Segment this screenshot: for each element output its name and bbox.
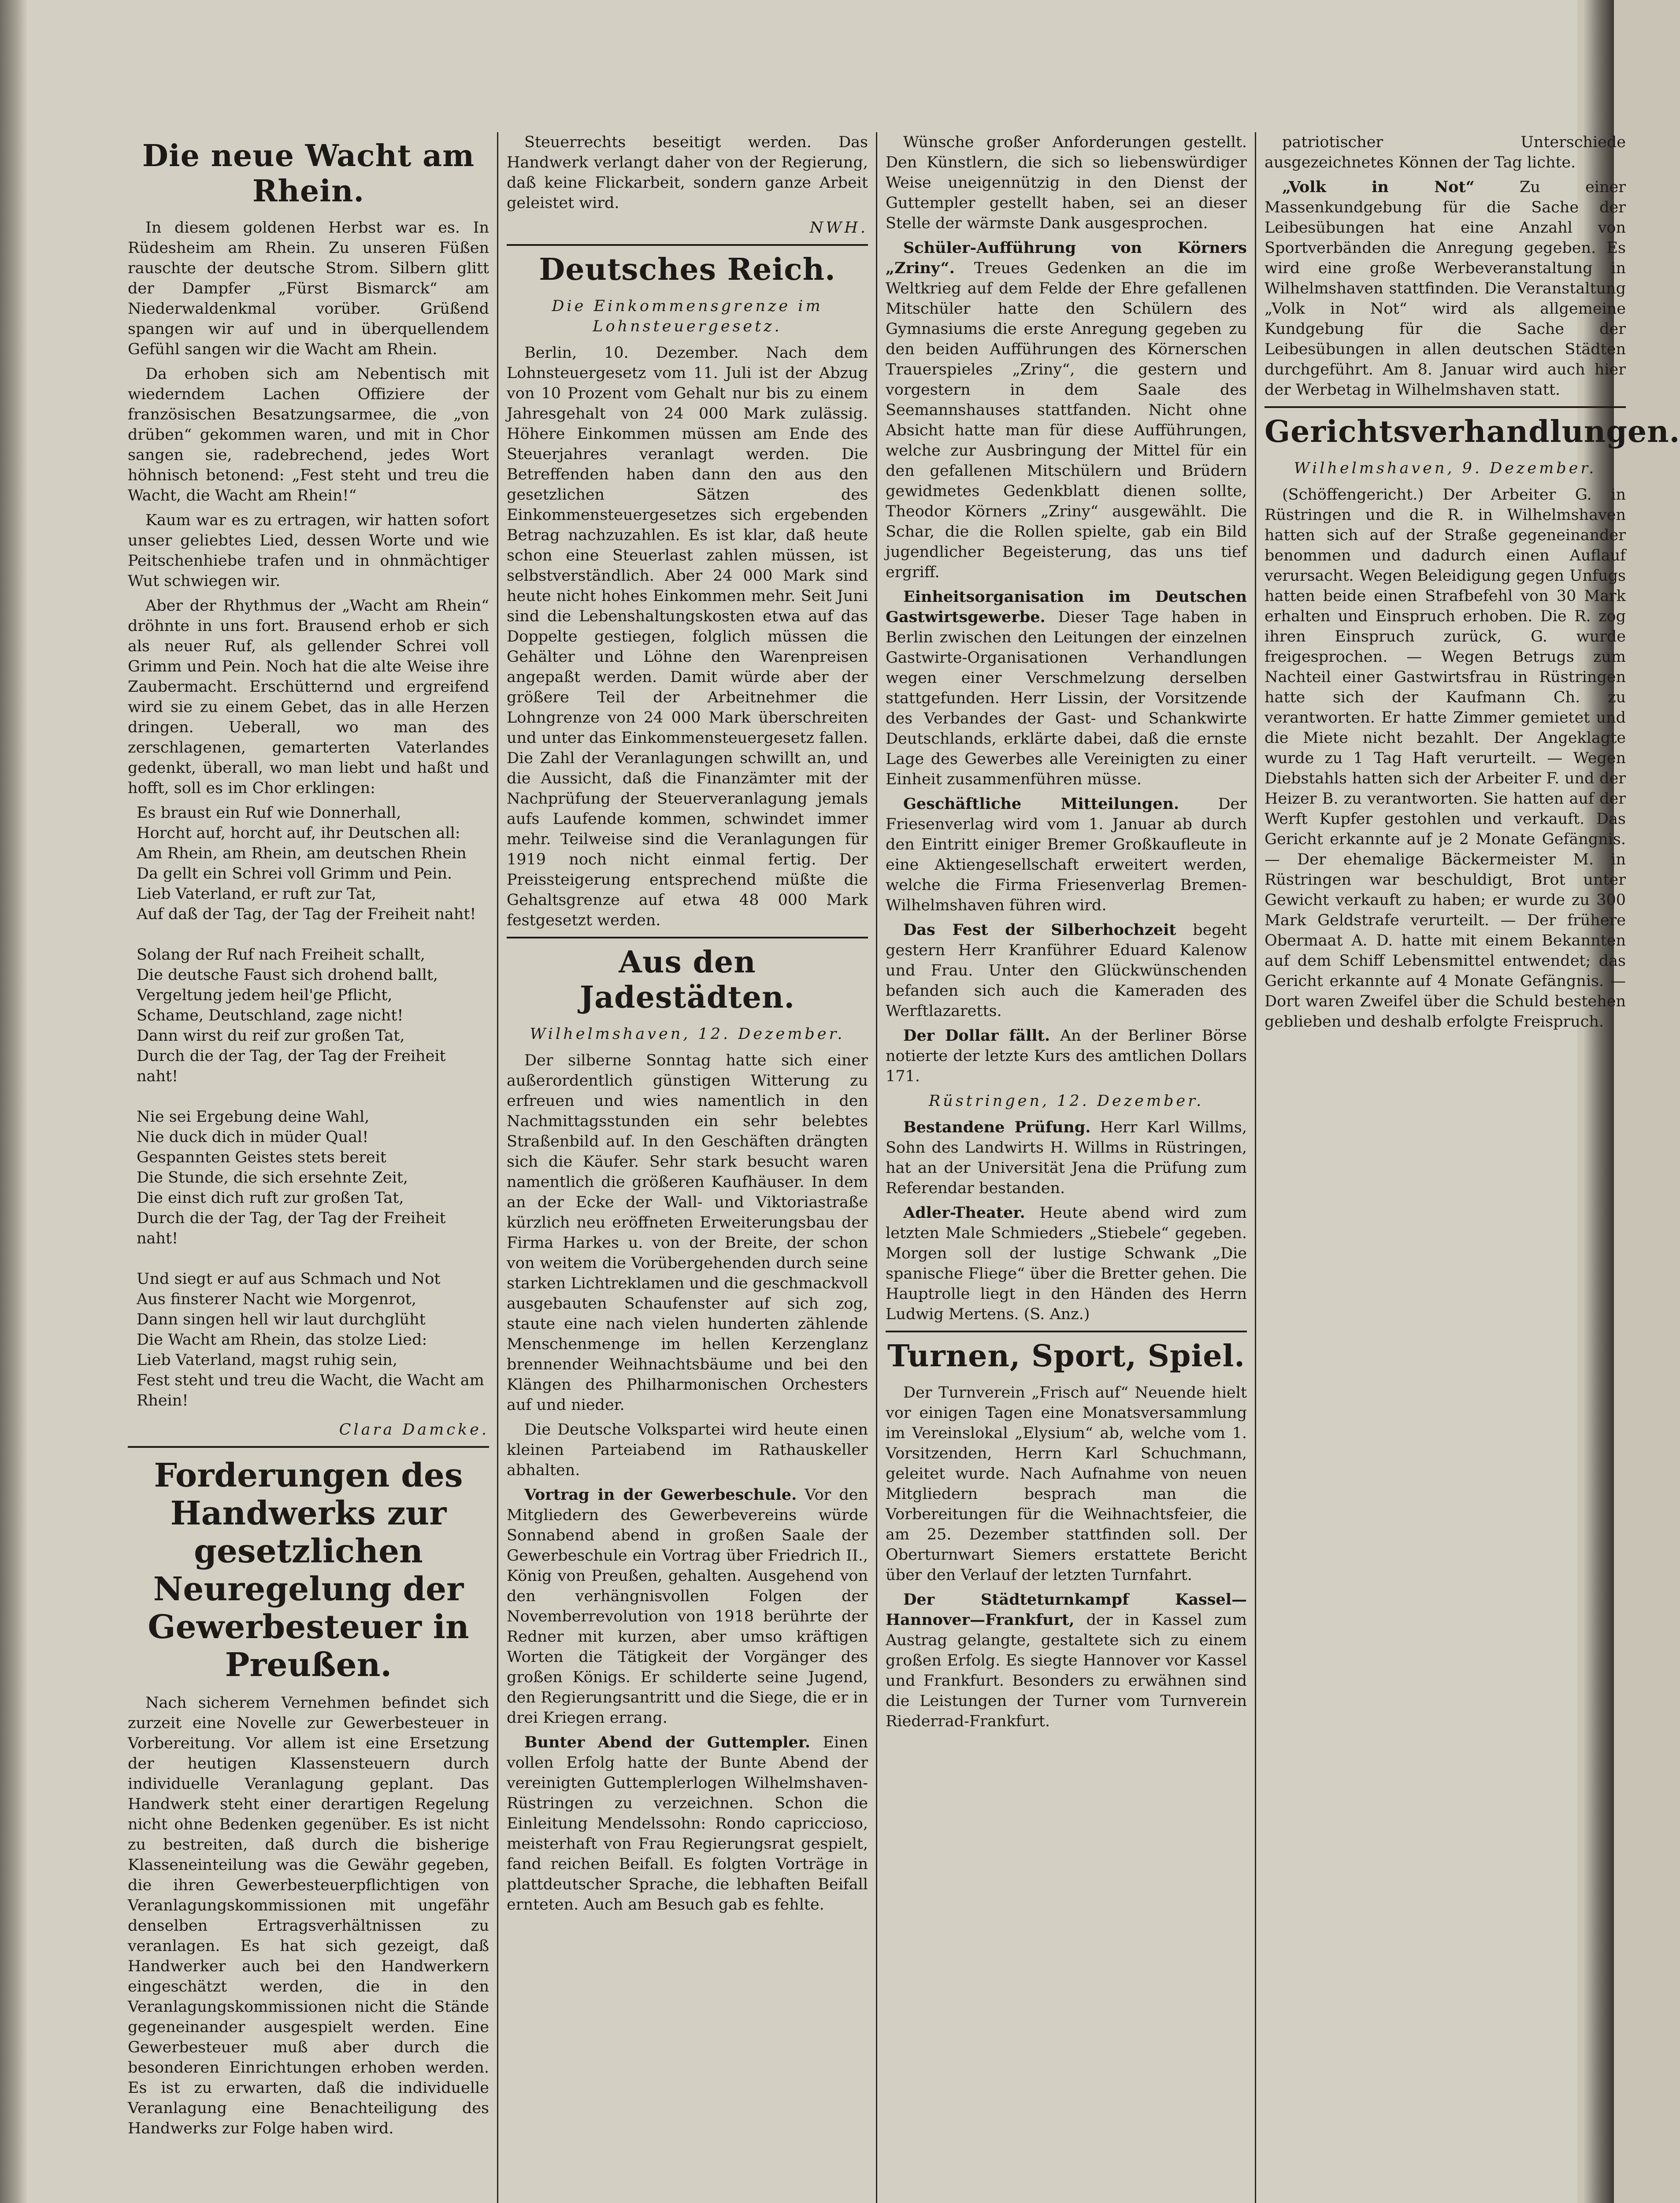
column-3 bbox=[886, 132, 1247, 2203]
article-paragraph: patriotischer Unterschiede ausgezeichnetes Können der Tag lichte. bbox=[1265, 134, 1626, 171]
article-paragraph: Nach sicherem Vernehmen befindet sich zurzeit eine Novelle zur Gewerbesteuer in Vorbereitung. Vor allem ist eine Ersetzung der heutigen Klassensteuern durch individuelle Veranlagung geplant. Das Handwerk steht einer derartigen Regelung nicht ohne Bedenken gegenüber. Es ist nicht zu bestreiten, daß durch die bisherige Klasseneinteilung was die Gewähr gegeben, die ihren Gewerbesteuerpflichtigen von Veranlagungskommissionen mit ungefähr denselben Ertragsverhältnissen zu veranlagen. Es hat sich gezeigt, daß Handwerker auch bei den Handwerkern eingeschätzt werden, die in den Veranlagungskommissionen nicht die Stände gegeneinander ausgespielt werden. Eine Gewerbesteuer muß aber durch die besonderen Einrichtungen erhoben werden. Es ist zu erwarten, daß die individuelle Veranlagung eine Benachteiligung des Handwerks zur Folge haben wird. bbox=[128, 1694, 489, 2137]
subheading: Geschäftliche Mitteilungen. bbox=[903, 795, 1179, 813]
column-2 bbox=[507, 132, 868, 2203]
dateline: Rüstringen, 12. Dezember. bbox=[928, 1092, 1204, 1110]
subheading: Bestandene Prüfung. bbox=[903, 1118, 1091, 1136]
section-divider bbox=[128, 1446, 489, 1448]
poem: Es braust ein Ruf wie Donnerhall, Horcht auf, horcht auf, ihr Deutschen all: Am Rhein, am Rhein, am deutschen Rhein Da gellt ein Schrei voll Grimm und Pein. Lieb Vaterland, er ruft zur Tat, Auf daß der Tag, der Tag der Freiheit naht! Solang der Ruf nach Freiheit schallt, Die deutsche Faust sich drohend ballt, Vergeltung jedem heil'ge Pflicht, Schame, Deutschland, zage nicht! Dann wirst du reif zur großen Tat, Durch die der Tag, der Tag der Freiheit naht! Nie sei Ergebung deine Wahl, Nie duck dich in müder Qual! Gespannten Geistes stets bereit Die Stunde, die sich ersehnte Zeit, Die einst dich ruft zur großen Tat, Durch die der Tag, der Tag der Freiheit naht! Und siegt er auf aus Schmach und Not Aus finsterer Nacht wie Morgenrot, Dann singen hell wir laut durchglüht Die Wacht am Rhein, das stolze Lied: Lieb Vaterland, magst ruhig sein, Fest steht und treu die Wacht, die Wacht am Rhein! bbox=[137, 804, 484, 1409]
column-1 bbox=[128, 132, 489, 2203]
headline-jadestaedten: Aus den Jadestädten. bbox=[579, 945, 795, 1015]
section-divider bbox=[886, 1331, 1247, 1332]
article-paragraph: Steuerrechts beseitigt werden. Das Handwerk verlangt daher von der Regierung, daß keine Flickarbeit, sondern ganze Arbeit geleistet wird. bbox=[507, 134, 868, 212]
article-paragraph: Vortrag in der Gewerbeschule. Vor den Mitgliedern des Gewerbevereins würde Sonnabend abend in großen Saale der Gewerbeschule ein Vortrag über Friedrich II., König von Preußen, gehalten. Ausgehend von den verhängnisvollen Folgen der Novemberrevolution von 1918 berührte der Redner mit kurzen, aber umso kräftigen Worten die Tätigkeit der Vorgänger des großen Königs. Er schilderte seine Jugend, den Regierungsantritt und die Siege, die er in drei Kriegen errang. bbox=[507, 1486, 868, 1727]
subheading: Das Fest der Silberhochzeit bbox=[903, 921, 1176, 939]
subheading: Vortrag in der Gewerbeschule. bbox=[524, 1486, 797, 1504]
column-4 bbox=[1265, 132, 1680, 2203]
article-paragraph: Der Turnverein „Frisch auf“ Neuende hielt vor einigen Tagen eine Monatsversammlung im Vereinslokal „Elysium“ ab, welche vom 1. Vorsitzenden, Herrn Karl Schuchmann, geleitet wurde. Nach Aufnahme von neuen Mitgliedern besprach man die Vorbereitungen für die Weihnachtsfeier, die am 25. Dezember stattfinden soll. Der Oberturnwart Siemers erstattete Bericht über den Verlauf der letzten Turnfahrt. bbox=[886, 1384, 1247, 1584]
article-paragraph: Kaum war es zu ertragen, wir hatten sofort unser geliebtes Lied, dessen Worte und wie Peitschenhiebe trafen und in ohnmächtiger Wut schwiegen wir. bbox=[128, 512, 489, 590]
article-paragraph: Der Städteturnkampf Kassel—Hannover—Frankfurt, der in Kassel zum Austrag gelangte, gestaltete sich zu einem großen Erfolg. Es siegte Hannover vor Kassel und Frankfurt. Besonders zu erwähnen sind die Leistungen der Turner vom Turnverein Riederrad-Frankfurt. bbox=[886, 1591, 1247, 1730]
dateline: Wilhelmshaven, 12. Dezember. bbox=[530, 1025, 845, 1043]
scan-left-edge bbox=[0, 0, 25, 2203]
column-rule bbox=[497, 132, 498, 2203]
article-paragraph: Da erhoben sich am Nebentisch mit wiederndem Lachen Offiziere der französischen Besatzungsarmee, die „von drüben“ gekommen waren, und mit in Chor sangen sie, radebrechend, jedes Wort höhnisch betonend: „Fest steht und treu die Wacht, die Wacht am Rhein!“ bbox=[128, 365, 489, 504]
article-paragraph: Schüler-Aufführung von Körners „Zriny“. Treues Gedenken an die im Weltkrieg auf dem Felde der Ehre gefallenen Mitschüler hatte den Schülern des Gymnasiums die erste Anregung gegeben zu den beiden Aufführungen des Körnerschen Trauerspieles „Zriny“, die gestern und vorgestern in dem Saale des Seemannshauses stattfanden. Nicht ohne Absicht hatte man für diese Aufführungen, welche zur Ausbringung der Mittel für ein den gefallenen Mitschülern und Brüdern gewidmetes Gedenkblatt dienen sollte, Theodor Körners „Zriny“ ausgewählt. Die Schar, die die Rollen spielte, gab ein Bild jugendlicher Begeisterung, das uns tief ergriff. bbox=[886, 239, 1247, 581]
headline-deutsches-reich: Deutsches Reich. bbox=[539, 252, 836, 287]
subheading: Einheitsorganisation im Deutschen Gastwirtsgewerbe. bbox=[886, 588, 1247, 626]
poem-author: Clara Damcke. bbox=[339, 1421, 489, 1439]
article-paragraph: Der silberne Sonntag hatte sich einer außerordentlich günstigen Witterung zu erfreuen und wies namentlich in den Nachmittagsstunden ein sehr belebtes Straßenbild auf. In den Geschäften drängten sich die Käufer. Sehr stark besucht waren namentlich die größeren Kaufhäuser. In dem an der Ecke der Wall- und Viktoriastraße kürzlich neu eröffneten Erweiterungsbau der Firma Harkes u. von der Breite, der schon von weitem die Vorübergehenden durch seine starken Lichtreklamen und die geschmackvoll ausgebauten Schaufenster auf sich zog, staute eine nach vielen hunderten zählende Menschenmenge im hellen Kerzenglanz brennender Weihnachtsbäume und bei den Klängen des Philharmonischen Orchesters auf und nieder. bbox=[507, 1052, 868, 1414]
article-paragraph: Bunter Abend der Guttempler. Einen vollen Erfolg hatte der Bunte Abend der vereinigten Guttemplerlogen Wilhelmshaven-Rüstringen zu verzeichnen. Schon die Einleitung Mendelssohn: Rondo capriccioso, meisterhaft von Frau Regierungsrat gespielt, fand reichen Beifall. Es folgten Vorträge in plattdeutscher Sprache, die lebhaften Beifall ernteten. Auch am Besuch gab es fehlte. bbox=[507, 1733, 868, 1914]
headline-turnen-sport: Turnen, Sport, Spiel. bbox=[887, 1339, 1245, 1374]
article-paragraph: Aber der Rhythmus der „Wacht am Rhein“ dröhnte in uns fort. Brausend erhob er sich als neuer Ruf, als gellender Schrei voll Grimm und Pein. Noch hat die alte Weise ihre Zaubermacht. Erschütternd und ergreifend wird sie zu einem Gebet, das in alle Herzen dringen. Ueberall, wo man des zerschlagenen, gemarterten Vaterlandes gedenkt, überall, wo man liebt und haßt und hofft, soll es im Chor erklingen: bbox=[128, 597, 489, 797]
article-paragraph: Berlin, 10. Dezember. Nach dem Lohnsteuergesetz vom 11. Juli ist der Abzug von 10 Prozent vom Gehalt nur bis zu einem Jahresgehalt von 24 000 Mark zulässig. Höhere Einkommen müssen am Ende des Steuerjahres veranlagt werden. Die Betreffenden haben dann den aus den gesetzlichen Sätzen des Einkommensteuergesetzes sich ergebenden Betrag nachzuzahlen. Es ist klar, daß heute schon eine Steuerlast zahlen müssen, ist selbstverständlich. Aber 24 000 Mark sind heute nicht hohes Einkommen mehr. Seit Juni sind die Lebenshaltungskosten etwa auf das Doppelte gestiegen, folglich müssen die Gehälter und Löhne den Warenpreisen angepaßt werden. Damit würde aber der größere Teil der Arbeitnehmer die Lohngrenze von 24 000 Mark überschreiten und unter das Einkommensteuergesetz fallen. Die Zahl der Veranlagungen schwillt an, und die Aussicht, daß die Finanzämter mit der Nachprüfung der Steuerveranlagung jemals aufs Laufende kommen, schwindet immer mehr. Teilweise sind die Veranlagungen für 1919 noch nicht einmal fertig. Der Preissteigerung entsprechend müßte die Gehaltsgrenze auf etwa 48 000 Mark festgesetzt werden. bbox=[507, 344, 868, 929]
subheading: Der Städteturnkampf Kassel—Hannover—Frankfurt, bbox=[886, 1591, 1247, 1629]
section-divider bbox=[507, 937, 868, 938]
article-paragraph: „Volk in Not“ Zu einer Massenkundgebung für die Sache der Leibesübungen hat eine Anzahl von Sportverbänden die Anregung gegeben. Es wird eine große Werbeveranstaltung in Wilhelmshaven stattfinden. Die Veranstaltung „Volk in Not“ wird als allgemeine Kundgebung für die Sache der Leibesübungen in allen deutschen Städten durchgeführt. Am 8. Januar wird auch hier der Werbetag in Wilhelmshaven statt. bbox=[1265, 178, 1626, 399]
subheading: „Volk in Not“ bbox=[1282, 178, 1475, 196]
subheading: Schüler-Aufführung von Körners „Zriny“. bbox=[886, 239, 1247, 277]
article-paragraph: Die Deutsche Volkspartei wird heute einen kleinen Parteiabend im Rathauskeller abhalten. bbox=[507, 1421, 868, 1479]
column-rule bbox=[1255, 132, 1256, 2203]
article-paragraph: Das Fest der Silberhochzeit begeht gestern Herr Kranführer Eduard Kalenow und Frau. Unter den Glückwünschenden befanden sich auch die Kameraden des Werftlazaretts. bbox=[886, 921, 1247, 1020]
article-paragraph: Der Dollar fällt. An der Berliner Börse notierte der letzte Kurs des amtlichen Dollars 171. bbox=[886, 1027, 1247, 1085]
column-rule bbox=[876, 132, 877, 2203]
section-divider bbox=[1265, 406, 1626, 408]
headline-gerichtsverhandlungen: Gerichtsverhandlungen. bbox=[1265, 414, 1680, 449]
article-paragraph: Einheitsorganisation im Deutschen Gastwirtsgewerbe. Dieser Tage haben in Berlin zwischen den Leitungen der einzelnen Gastwirte-Organisationen Verhandlungen wegen einer Verschmelzung derselben stattgefunden. Herr Lissin, der Vorsitzende des Verbandes der Gast- und Schankwirte Deutschlands, erklärte dabei, daß die ernste Lage des Gewerbes alle Vereinigten zu einer Einheit zusammenführen müsse. bbox=[886, 588, 1247, 788]
article-paragraph: In diesem goldenen Herbst war es. In Rüdesheim am Rhein. Zu unseren Füßen rauschte der deutsche Strom. Silbern glitt der Dampfer „Fürst Bismarck“ am Niederwaldenkmal vorüber. Grüßend spangen wir auf und in überquellendem Gefühl sangen wir die Wacht am Rhein. bbox=[128, 219, 489, 358]
dateline: Wilhelmshaven, 9. Dezember. bbox=[1294, 460, 1597, 477]
article-paragraph: Geschäftliche Mitteilungen. Der Friesenverlag wird vom 1. Januar ab durch den Eintritt einiger Bremer Großkaufleute in eine Aktiengesellschaft erweitert werden, welche die Firma Friesenverlag Bremen-Wilhelmshaven führen wird. bbox=[886, 795, 1247, 914]
subheading: Bunter Abend der Guttempler. bbox=[524, 1733, 811, 1751]
subheading: Adler-Theater. bbox=[903, 1204, 1025, 1222]
headline-gewerbesteuer: Forderungen des Handwerks zur gesetzlichen Neuregelung der Gewerbesteuer in Preußen. bbox=[148, 1457, 469, 1684]
article-paragraph: (Schöffengericht.) Der Arbeiter G. in Rüstringen und die R. in Wilhelmshaven hatten sich auf der Straße gegeneinander benommen und dadurch einen Auflauf verursacht. Wegen Beleidigung gegen Unfugs hatten beide einen Strafbefehl von 30 Mark erhalten und Einspruch erhoben. Die R. zog ihren Einspruch zurück, G. wurde freigesprochen. — Wegen Betrugs zum Nachteil einer Gastwirtsfrau in Rüstringen hatte sich der Kaufmann Ch. zu verantworten. Er hatte Zimmer gemietet und die Miete nicht bezahlt. Der Angeklagte wurde zu 1 Tag Haft verurteilt. — Wegen Diebstahls hatten sich der Arbeiter F. und der Heizer B. zu verantworten. Sie hatten auf der Werft Kupfer gestohlen und verkauft. Das Gericht erkannte auf je 2 Monate Gefängnis. — Der ehemalige Bäckermeister M. in Rüstringen war beschuldigt, Brot unter Gewicht verkauft zu haben; er wurde zu 300 Mark Geldstrafe verurteilt. — Der frühere Obermaat A. D. hatte mit einem Bekannten auf dem Schiff Lebensmittel entwendet; das Gericht erkannte auf 4 Monate Gefängnis. — Dort waren Zweifel über die Schuld bestehen geblieben und deshalb erfolgte Freispruch. bbox=[1265, 486, 1626, 1031]
newspaper-page bbox=[26, 0, 1680, 2203]
subheading: Der Dollar fällt. bbox=[903, 1027, 1050, 1045]
article-paragraph: Wünsche großer Anforderungen gestellt. Den Künstlern, die sich so liebenswürdiger Weise uneigennützig in den Dienst der Guttempler gestellt haben, sei an dieser Stelle der wärmste Dank ausgesprochen. bbox=[886, 134, 1247, 232]
subheading: Die Einkommensgrenze im Lohnsteuergesetz. bbox=[552, 297, 823, 335]
headline-wacht-am-rhein: Die neue Wacht am Rhein. bbox=[142, 138, 475, 209]
article-paragraph: Adler-Theater. Heute abend wird zum letzten Male Schmieders „Stiebele“ gegeben. Morgen soll der lustige Schwank „Die spanische Fliege“ über die Bretter gehen. Die Hauptrolle liegt in den Händen des Herrn Ludwig Mertens. (S. Anz.) bbox=[886, 1204, 1247, 1323]
section-divider bbox=[507, 244, 868, 246]
article-paragraph: Bestandene Prüfung. Herr Karl Willms, Sohn des Landwirts H. Willms in Rüstringen, hat an der Universität Jena die Prüfung zum Referendar bestanden. bbox=[886, 1118, 1247, 1197]
article-signature: NWH. bbox=[809, 219, 868, 237]
